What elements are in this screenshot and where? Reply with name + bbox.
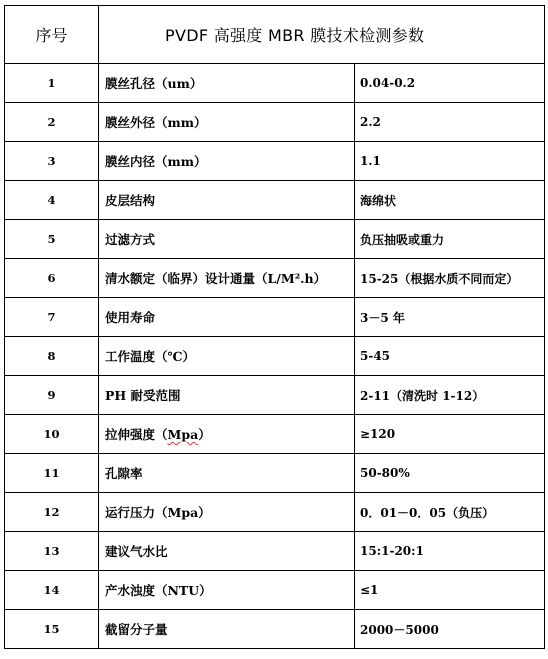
row-item: 膜丝内径（mm） (99, 142, 355, 181)
table-row (5, 64, 545, 103)
table-row (5, 103, 545, 142)
table-row (5, 610, 545, 649)
row-value: 0.04-0.2 (355, 64, 545, 103)
row-item: 截留分子量 (99, 610, 355, 649)
row-value: 海绵状 (355, 181, 545, 220)
row-item: 膜丝孔径（um） (99, 64, 355, 103)
row-value: 15:1-20:1 (355, 532, 545, 571)
spec-table (4, 5, 545, 649)
table-row (5, 298, 545, 337)
spellcheck-underlined-text: Mpa (167, 427, 199, 442)
row-item-prefix: 拉伸强度（ (105, 427, 168, 442)
row-value: 5-45 (355, 337, 545, 376)
table-row (5, 337, 545, 376)
row-value: 2.2 (355, 103, 545, 142)
row-value: 2-11（清洗时 1-12） (355, 376, 545, 415)
row-no: 1 (5, 64, 99, 103)
row-item: 工作温度（℃） (99, 337, 355, 376)
row-no: 14 (5, 571, 99, 610)
row-item-suffix: ） (198, 427, 211, 442)
header-no: 序号 (5, 6, 99, 64)
row-no: 6 (5, 259, 99, 298)
row-item: 皮层结构 (99, 181, 355, 220)
row-no: 15 (5, 610, 99, 649)
row-no: 13 (5, 532, 99, 571)
row-item (99, 415, 355, 454)
table-row (5, 532, 545, 571)
row-no: 10 (5, 415, 99, 454)
row-value: 1.1 (355, 142, 545, 181)
table-row (5, 142, 545, 181)
table-row (5, 415, 545, 454)
table-header-row (5, 6, 545, 64)
row-value: 3－5 年 (355, 298, 545, 337)
row-no: 2 (5, 103, 99, 142)
row-no: 12 (5, 493, 99, 532)
table-row (5, 571, 545, 610)
row-value: 50-80% (355, 454, 545, 493)
row-value: 2000－5000 (355, 610, 545, 649)
row-item: 产水浊度（NTU） (99, 571, 355, 610)
row-item: 孔隙率 (99, 454, 355, 493)
row-value: ≥120 (355, 415, 545, 454)
table-row (5, 220, 545, 259)
row-value: 15-25（根据水质不同而定） (355, 259, 545, 298)
row-no: 8 (5, 337, 99, 376)
row-item: PH 耐受范围 (99, 376, 355, 415)
row-value: 0．01－0．05（负压） (355, 493, 545, 532)
row-item: 膜丝外径（mm） (99, 103, 355, 142)
row-item: 运行压力（Mpa） (99, 493, 355, 532)
row-no: 4 (5, 181, 99, 220)
row-item: 建议气水比 (99, 532, 355, 571)
row-item: 清水额定（临界）设计通量（L/M².h） (99, 259, 355, 298)
table-row (5, 376, 545, 415)
row-no: 9 (5, 376, 99, 415)
table-row (5, 493, 545, 532)
table-row (5, 259, 545, 298)
row-no: 7 (5, 298, 99, 337)
table-title: PVDF 高强度 MBR 膜技术检测参数 (99, 6, 545, 64)
row-no: 11 (5, 454, 99, 493)
row-item: 过滤方式 (99, 220, 355, 259)
row-item: 使用寿命 (99, 298, 355, 337)
row-no: 5 (5, 220, 99, 259)
row-value: ≤1 (355, 571, 545, 610)
table-row (5, 181, 545, 220)
row-no: 3 (5, 142, 99, 181)
table-row (5, 454, 545, 493)
row-value: 负压抽吸或重力 (355, 220, 545, 259)
